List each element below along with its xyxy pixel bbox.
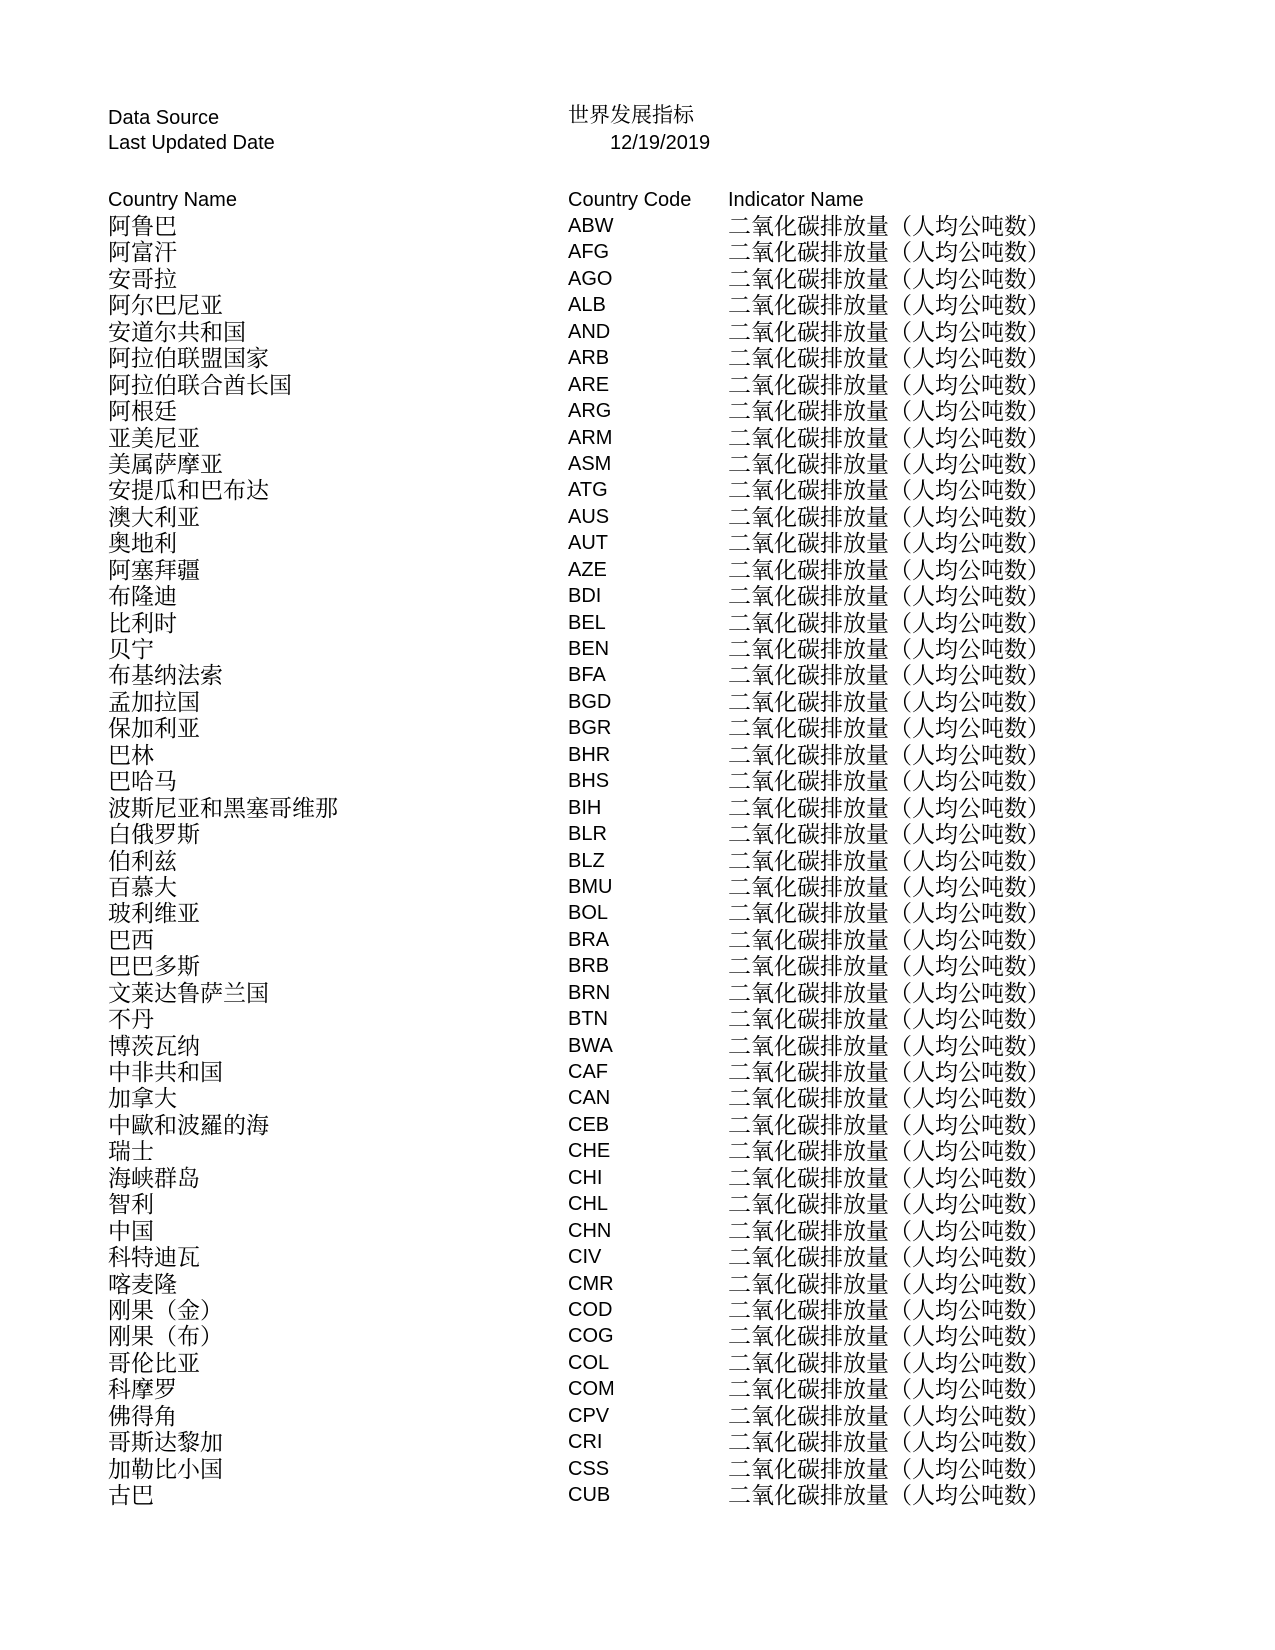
table-row: [0, 1244, 1275, 1270]
table-row: [0, 1376, 1275, 1402]
indicator-name-cell: 二氧化碳排放量（人均公吨数）: [728, 794, 1050, 821]
table-row: [0, 239, 1275, 265]
table-row: [0, 715, 1275, 741]
country-name-cell: 贝宁: [108, 636, 154, 662]
table-row: [0, 557, 1275, 583]
indicator-name-cell: 二氧化碳排放量（人均公吨数）: [728, 715, 1050, 742]
country-code-cell: BFA: [568, 664, 606, 687]
indicator-name-cell: 二氧化碳排放量（人均公吨数）: [728, 1191, 1050, 1218]
table-row: [0, 1059, 1275, 1085]
last-updated-label: Last Updated Date: [108, 132, 275, 154]
indicator-name-cell: 二氧化碳排放量（人均公吨数）: [728, 873, 1050, 900]
table-row: [0, 636, 1275, 662]
table-row: [0, 848, 1275, 874]
country-code-cell: BTN: [568, 1008, 608, 1031]
table-row: [0, 1112, 1275, 1138]
table-row: [0, 213, 1275, 239]
table-row: [0, 610, 1275, 636]
indicator-name-cell: 二氧化碳排放量（人均公吨数）: [728, 979, 1050, 1006]
country-name-cell: 保加利亚: [108, 715, 200, 742]
country-code-cell: CRI: [568, 1431, 603, 1454]
country-code-cell: ARM: [568, 426, 613, 449]
table-row: [0, 1218, 1275, 1244]
country-code-cell: CHI: [568, 1166, 603, 1189]
table-row: [0, 662, 1275, 688]
country-code-cell: BRB: [568, 955, 610, 978]
indicator-name-cell: 二氧化碳排放量（人均公吨数）: [728, 1085, 1050, 1112]
country-name-cell: 阿富汗: [108, 239, 177, 266]
country-code-cell: BOL: [568, 902, 609, 925]
table-row: [0, 477, 1275, 503]
indicator-name-cell: 二氧化碳排放量（人均公吨数）: [728, 1032, 1050, 1059]
indicator-name-cell: 二氧化碳排放量（人均公吨数）: [728, 1111, 1050, 1138]
country-code-cell: BEN: [568, 638, 610, 660]
country-code-cell: BDI: [568, 585, 602, 608]
country-name-cell: 哥伦比亚: [108, 1349, 200, 1376]
country-code-cell: COL: [568, 1351, 610, 1374]
indicator-name-cell: 二氧化碳排放量（人均公吨数）: [728, 1059, 1050, 1085]
indicator-name-cell: 二氧化碳排放量（人均公吨数）: [728, 953, 1050, 980]
country-code-cell: BMU: [568, 875, 613, 898]
country-name-cell: 奥地利: [108, 530, 177, 557]
country-code-cell: ASM: [568, 452, 612, 475]
country-name-cell: 白俄罗斯: [108, 821, 200, 848]
country-name-cell: 阿尔巴尼亚: [108, 292, 223, 319]
country-name-cell: 阿拉伯联盟国家: [108, 345, 269, 372]
country-code-cell: AGO: [568, 267, 613, 290]
table-row: [0, 1006, 1275, 1032]
indicator-name-cell: 二氧化碳排放量（人均公吨数）: [728, 239, 1050, 266]
country-name-cell: 中非共和国: [108, 1059, 223, 1085]
table-row: [0, 266, 1275, 292]
country-code-cell: CPV: [568, 1404, 610, 1427]
indicator-name-cell: 二氧化碳排放量（人均公吨数）: [728, 556, 1050, 583]
country-name-cell: 澳大利亚: [108, 503, 200, 530]
country-code-cell: BWA: [568, 1034, 613, 1057]
table-row: [0, 874, 1275, 900]
indicator-name-cell: 二氧化碳排放量（人均公吨数）: [728, 636, 1050, 662]
country-code-cell: ABW: [568, 215, 614, 237]
indicator-name-cell: 二氧化碳排放量（人均公吨数）: [728, 530, 1050, 557]
country-name-cell: 博茨瓦纳: [108, 1032, 200, 1059]
country-code-cell: ATG: [568, 479, 608, 502]
country-name-cell: 布隆迪: [108, 583, 177, 610]
table-row: [0, 345, 1275, 371]
country-name-cell: 海峡群岛: [108, 1164, 200, 1191]
indicator-name-cell: 二氧化碳排放量（人均公吨数）: [728, 741, 1050, 768]
indicator-name-cell: 二氧化碳排放量（人均公吨数）: [728, 1455, 1050, 1482]
country-name-cell: 哥斯达黎加: [108, 1429, 223, 1456]
country-code-cell: AUS: [568, 505, 610, 528]
indicator-name-cell: 二氧化碳排放量（人均公吨数）: [728, 688, 1050, 715]
indicator-name-cell: 二氧化碳排放量（人均公吨数）: [728, 1006, 1050, 1033]
table-row: [0, 398, 1275, 424]
table-row: [0, 425, 1275, 451]
country-code-cell: BLR: [568, 823, 607, 846]
country-code-cell: CEB: [568, 1113, 610, 1136]
table-row: [0, 795, 1275, 821]
table-row: [0, 530, 1275, 556]
table-row: [0, 1456, 1275, 1482]
table-row: [0, 1403, 1275, 1429]
country-name-cell: 美属萨摩亚: [108, 450, 223, 477]
country-name-cell: 科摩罗: [108, 1376, 177, 1403]
country-name-cell: 刚果（布）: [108, 1323, 223, 1350]
table-row: [0, 953, 1275, 979]
indicator-name-cell: 二氧化碳排放量（人均公吨数）: [728, 1138, 1050, 1165]
indicator-name-cell: 二氧化碳排放量（人均公吨数）: [728, 1482, 1050, 1508]
country-name-cell: 阿鲁巴: [108, 213, 177, 239]
table-row: [0, 1191, 1275, 1217]
country-code-cell: BRN: [568, 981, 611, 1004]
indicator-name-cell: 二氧化碳排放量（人均公吨数）: [728, 1296, 1050, 1323]
country-name-cell: 亚美尼亚: [108, 424, 200, 451]
table-row: [0, 768, 1275, 794]
country-name-cell: 比利时: [108, 609, 177, 636]
header-country-name: Country Name: [108, 189, 237, 211]
country-code-cell: CAN: [568, 1087, 611, 1110]
header-country-code: Country Code: [568, 189, 692, 211]
country-name-cell: 波斯尼亚和黑塞哥维那: [108, 794, 338, 821]
table-row: [0, 583, 1275, 609]
country-name-cell: 玻利维亚: [108, 900, 200, 927]
country-code-cell: BHS: [568, 770, 610, 793]
table-row: [0, 742, 1275, 768]
country-code-cell: BLZ: [568, 849, 605, 872]
table-row: [0, 1033, 1275, 1059]
table-row: [0, 1482, 1275, 1508]
country-name-cell: 加拿大: [108, 1085, 177, 1112]
indicator-name-cell: 二氧化碳排放量（人均公吨数）: [728, 821, 1050, 848]
country-code-cell: CMR: [568, 1272, 614, 1295]
country-name-cell: 安道尔共和国: [108, 318, 246, 345]
indicator-name-cell: 二氧化碳排放量（人均公吨数）: [728, 847, 1050, 874]
country-code-cell: CHE: [568, 1140, 611, 1163]
country-name-cell: 巴林: [108, 741, 154, 768]
country-name-cell: 古巴: [108, 1482, 154, 1508]
indicator-name-cell: 二氧化碳排放量（人均公吨数）: [728, 1402, 1050, 1429]
indicator-name-cell: 二氧化碳排放量（人均公吨数）: [728, 1429, 1050, 1456]
indicator-name-cell: 二氧化碳排放量（人均公吨数）: [728, 318, 1050, 345]
indicator-name-cell: 二氧化碳排放量（人均公吨数）: [728, 768, 1050, 795]
indicator-name-cell: 二氧化碳排放量（人均公吨数）: [728, 1217, 1050, 1244]
country-name-cell: 不丹: [108, 1006, 154, 1033]
country-code-cell: CUB: [568, 1484, 611, 1506]
table-row: [0, 980, 1275, 1006]
indicator-name-cell: 二氧化碳排放量（人均公吨数）: [728, 398, 1050, 425]
indicator-name-cell: 二氧化碳排放量（人均公吨数）: [728, 213, 1050, 239]
country-name-cell: 文莱达鲁萨兰国: [108, 979, 269, 1006]
country-name-cell: 孟加拉国: [108, 688, 200, 715]
table-row: [0, 1350, 1275, 1376]
table-row: [0, 504, 1275, 530]
country-name-cell: 安提瓜和巴布达: [108, 477, 269, 504]
data-source-value: 世界发展指标: [568, 104, 694, 127]
country-code-cell: BHR: [568, 743, 611, 766]
country-name-cell: 中国: [108, 1217, 154, 1244]
country-name-cell: 安哥拉: [108, 265, 177, 292]
country-name-cell: 巴巴多斯: [108, 953, 200, 980]
country-name-cell: 阿塞拜疆: [108, 556, 200, 583]
indicator-name-cell: 二氧化碳排放量（人均公吨数）: [728, 583, 1050, 610]
indicator-name-cell: 二氧化碳排放量（人均公吨数）: [728, 926, 1050, 953]
header-indicator-name: Indicator Name: [728, 189, 864, 211]
table-row: [0, 292, 1275, 318]
indicator-name-cell: 二氧化碳排放量（人均公吨数）: [728, 1376, 1050, 1403]
table-row: [0, 1085, 1275, 1111]
country-name-cell: 刚果（金）: [108, 1296, 223, 1323]
table-row: [0, 821, 1275, 847]
indicator-name-cell: 二氧化碳排放量（人均公吨数）: [728, 371, 1050, 398]
indicator-name-cell: 二氧化碳排放量（人均公吨数）: [728, 450, 1050, 477]
table-row: [0, 451, 1275, 477]
country-name-cell: 百慕大: [108, 873, 177, 900]
data-source-label: Data Source: [108, 107, 220, 129]
indicator-name-cell: 二氧化碳排放量（人均公吨数）: [728, 1244, 1050, 1271]
table-row: [0, 900, 1275, 926]
indicator-name-cell: 二氧化碳排放量（人均公吨数）: [728, 662, 1050, 689]
country-code-cell: COG: [568, 1325, 614, 1348]
country-code-cell: CHN: [568, 1219, 612, 1242]
last-updated-value: 12/19/2019: [610, 132, 711, 154]
table-row: [0, 1429, 1275, 1455]
country-name-cell: 巴哈马: [108, 768, 177, 795]
table-row: [0, 319, 1275, 345]
country-code-cell: ALB: [568, 294, 606, 317]
country-code-cell: BEL: [568, 611, 606, 634]
country-code-cell: CHL: [568, 1193, 609, 1216]
table-row: [0, 1165, 1275, 1191]
country-code-cell: COD: [568, 1298, 613, 1321]
country-code-cell: ARB: [568, 347, 610, 370]
country-code-cell: BRA: [568, 928, 610, 951]
country-code-cell: ARE: [568, 373, 610, 396]
table-row: [0, 1297, 1275, 1323]
table-body: [0, 213, 1275, 1508]
table-row: [0, 1323, 1275, 1349]
country-code-cell: CSS: [568, 1457, 610, 1480]
country-code-cell: BGD: [568, 690, 612, 713]
country-name-cell: 加勒比小国: [108, 1455, 223, 1482]
country-code-cell: BGR: [568, 717, 612, 740]
indicator-name-cell: 二氧化碳排放量（人均公吨数）: [728, 292, 1050, 319]
indicator-name-cell: 二氧化碳排放量（人均公吨数）: [728, 1349, 1050, 1376]
table-row: [0, 372, 1275, 398]
country-name-cell: 瑞士: [108, 1138, 154, 1165]
table-row: [0, 689, 1275, 715]
country-name-cell: 阿拉伯联合酋长国: [108, 371, 292, 398]
country-name-cell: 阿根廷: [108, 398, 177, 425]
country-name-cell: 巴西: [108, 926, 154, 953]
country-code-cell: CAF: [568, 1061, 608, 1083]
country-code-cell: AUT: [568, 532, 608, 555]
country-code-cell: CIV: [568, 1246, 602, 1269]
country-name-cell: 喀麦隆: [108, 1270, 177, 1297]
indicator-name-cell: 二氧化碳排放量（人均公吨数）: [728, 503, 1050, 530]
table-row: [0, 1271, 1275, 1297]
indicator-name-cell: 二氧化碳排放量（人均公吨数）: [728, 1164, 1050, 1191]
table-row: [0, 1138, 1275, 1164]
country-name-cell: 佛得角: [108, 1402, 177, 1429]
country-code-cell: AZE: [568, 558, 607, 581]
indicator-name-cell: 二氧化碳排放量（人均公吨数）: [728, 609, 1050, 636]
indicator-name-cell: 二氧化碳排放量（人均公吨数）: [728, 477, 1050, 504]
country-code-cell: BIH: [568, 796, 602, 819]
country-code-cell: AFG: [568, 241, 610, 264]
indicator-name-cell: 二氧化碳排放量（人均公吨数）: [728, 900, 1050, 927]
country-name-cell: 伯利兹: [108, 847, 177, 874]
indicator-name-cell: 二氧化碳排放量（人均公吨数）: [728, 1270, 1050, 1297]
country-name-cell: 科特迪瓦: [108, 1244, 200, 1271]
table-row: [0, 927, 1275, 953]
country-name-cell: 智利: [108, 1191, 154, 1218]
country-name-cell: 布基纳法索: [108, 662, 223, 689]
country-code-cell: ARG: [568, 400, 612, 423]
country-code-cell: COM: [568, 1378, 615, 1401]
indicator-name-cell: 二氧化碳排放量（人均公吨数）: [728, 265, 1050, 292]
indicator-name-cell: 二氧化碳排放量（人均公吨数）: [728, 345, 1050, 372]
indicator-name-cell: 二氧化碳排放量（人均公吨数）: [728, 424, 1050, 451]
indicator-name-cell: 二氧化碳排放量（人均公吨数）: [728, 1323, 1050, 1350]
country-name-cell: 中歐和波羅的海: [108, 1111, 269, 1138]
country-code-cell: AND: [568, 320, 611, 343]
